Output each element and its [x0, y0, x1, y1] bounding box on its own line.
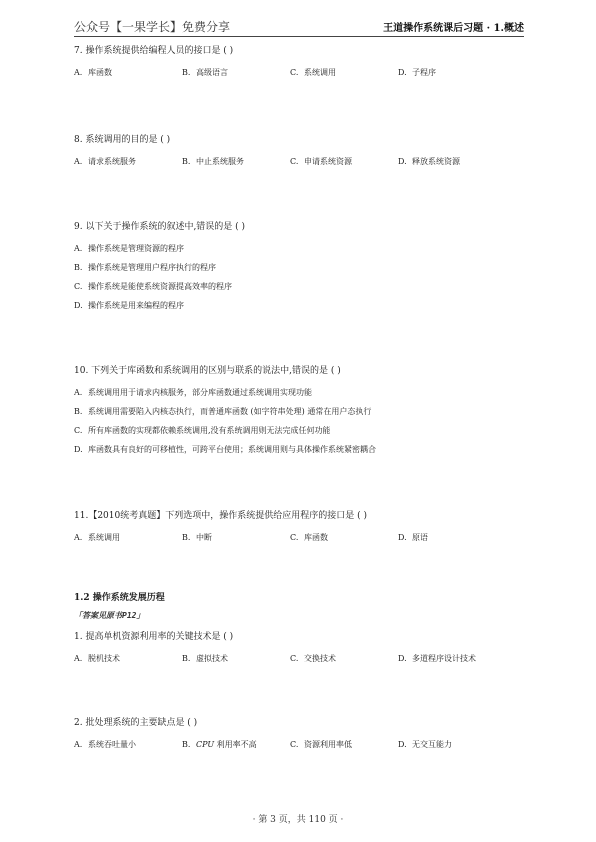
option-row [74, 157, 544, 167]
option-d[interactable]: D. 子程序 [398, 68, 436, 77]
question-stem: 8. 系统调用的目的是 ( ) [74, 135, 171, 145]
option-a[interactable]: A. 库函数 [74, 68, 112, 77]
option-row [74, 740, 544, 750]
option-c[interactable]: C. 库函数 [290, 533, 328, 542]
question-1-2-2 [74, 718, 544, 750]
option-c[interactable]: C. 交换技术 [290, 654, 336, 663]
option-a[interactable]: A. 脱机技术 [74, 654, 120, 663]
option-b[interactable]: B. 高级语言 [182, 68, 228, 77]
option-c[interactable]: C. 操作系统是能使系统资源提高效率的程序 [74, 282, 232, 291]
header-source: 公众号【一果学长】免费分享 [74, 20, 231, 34]
section-title: 1.2 操作系统发展历程 [74, 593, 165, 603]
option-c[interactable]: C. 系统调用 [290, 68, 336, 77]
option-row [74, 68, 544, 78]
answer-reference: 「答案见原书P12」 [74, 611, 145, 620]
question-11 [74, 511, 544, 543]
option-a[interactable]: A. 请求系统服务 [74, 157, 136, 166]
option-a[interactable]: A. 操作系统是管理资源的程序 [74, 244, 184, 253]
option-d[interactable]: D. 多道程序设计技术 [398, 654, 476, 663]
option-d[interactable]: D. 操作系统是用来编程的程序 [74, 301, 184, 310]
question-stem: 11.【2010统考真题】下列选项中，操作系统提供给应用程序的接口是 ( ) [74, 511, 367, 521]
option-d[interactable]: D. 库函数具有良好的可移植性，可跨平台使用；系统调用则与具体操作系统紧密耦合 [74, 445, 376, 454]
question-stem: 2. 批处理系统的主要缺点是 ( ) [74, 718, 198, 728]
option-c[interactable]: C. 申请系统资源 [290, 157, 352, 166]
option-d[interactable]: D. 释放系统资源 [398, 157, 460, 166]
option-a[interactable]: A. 系统调用用于请求内核服务，部分库函数通过系统调用实现功能 [74, 388, 312, 397]
question-8 [74, 135, 544, 167]
question-10 [74, 366, 544, 455]
option-b[interactable]: B. 虚拟技术 [182, 654, 228, 663]
question-stem: 9. 以下关于操作系统的叙述中,错误的是 ( ) [74, 222, 246, 232]
question-7 [74, 46, 544, 78]
option-a[interactable]: A. 系统吞吐量小 [74, 740, 136, 749]
option-b[interactable]: B. 操作系统是管理用户程序执行的程序 [74, 263, 216, 272]
option-d[interactable]: D. 原语 [398, 533, 428, 542]
option-row [74, 654, 544, 664]
page-number: · 第 3 页，共 110 页 · [252, 815, 344, 825]
question-stem: 1. 提高单机资源利用率的关键技术是 ( ) [74, 632, 234, 642]
option-c[interactable]: C. 资源利用率低 [290, 740, 352, 749]
page-header [74, 16, 524, 37]
option-c[interactable]: C. 所有库函数的实现都依赖系统调用,没有系统调用则无法完成任何功能 [74, 426, 331, 435]
option-b[interactable]: B. 中止系统服务 [182, 157, 244, 166]
section-1-2 [74, 593, 544, 621]
option-b[interactable]: B. CPU 利用率不高 [182, 740, 257, 749]
question-stem: 7. 操作系统提供给编程人员的接口是 ( ) [74, 46, 234, 56]
header-title: 王道操作系统课后习题 · 1.概述 [383, 23, 524, 34]
question-9 [74, 222, 544, 311]
option-d[interactable]: D. 无交互能力 [398, 740, 452, 749]
question-1-2-1 [74, 632, 544, 664]
question-stem: 10. 下列关于库函数和系统调用的区别与联系的说法中,错误的是 ( ) [74, 366, 341, 376]
option-b[interactable]: B. 中断 [182, 533, 212, 542]
option-b[interactable]: B. 系统调用需要陷入内核态执行，而普通库函数 (如字符串处理) 通常在用户态执行 [74, 407, 372, 416]
option-a[interactable]: A. 系统调用 [74, 533, 120, 542]
option-row [74, 533, 544, 543]
